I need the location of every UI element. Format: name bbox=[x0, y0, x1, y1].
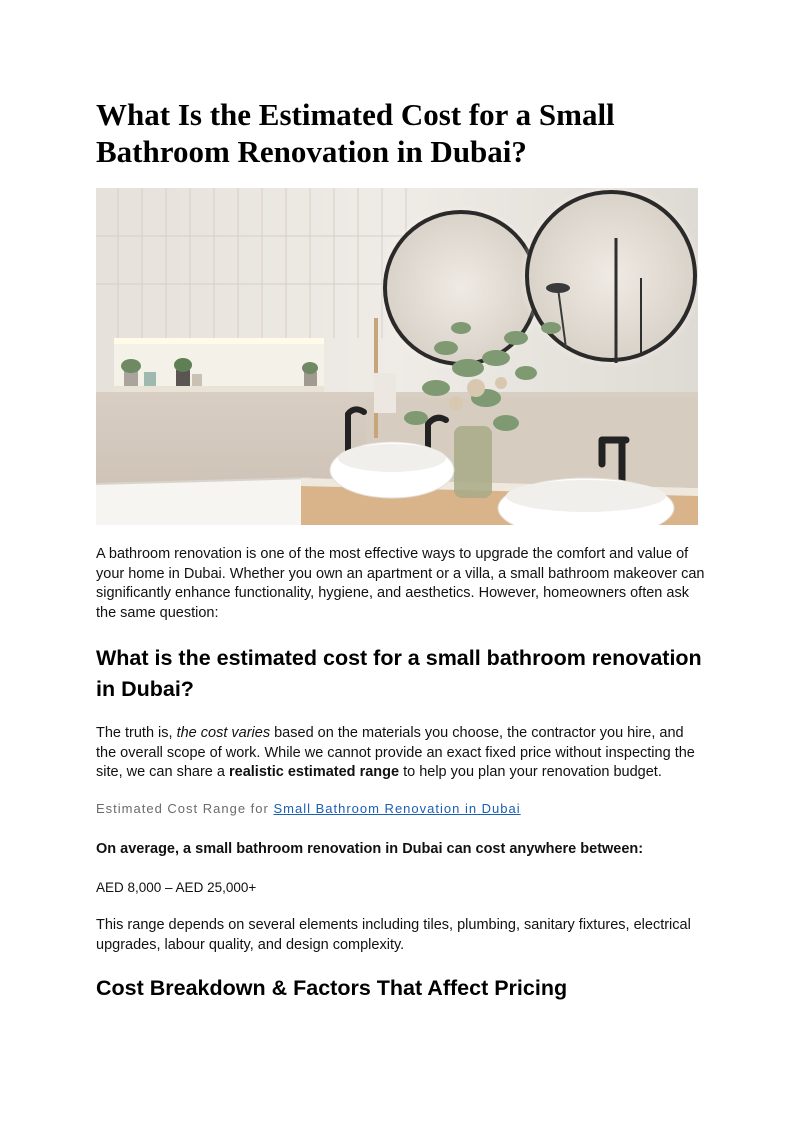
article-title: What Is the Estimated Cost for a Small Bathroom Renovation in Dubai? bbox=[96, 97, 615, 169]
cost-range-subheading bbox=[96, 801, 521, 816]
breakdown-heading: Cost Breakdown & Factors That Affect Pricing bbox=[96, 976, 568, 1000]
price-range: AED 8,000 – AED 25,000+ bbox=[96, 880, 257, 895]
question-heading: What is the estimated cost for a small bathroom renovation in Dubai? bbox=[96, 646, 702, 701]
renovation-link[interactable]: Small Bathroom Renovation in Dubai bbox=[273, 801, 521, 816]
truth-italic: the cost varies bbox=[176, 725, 271, 741]
intro-paragraph: A bathroom renovation is one of the most effective ways to upgrade the comfort and value of your home in Dubai. Whether you own an apartment or a villa, a small bathroom makeover can significantly enhance functionality, hygiene, and aesthetics. However, homeowners often ask the same question: bbox=[96, 546, 705, 621]
range-note: This range depends on several elements including tiles, plumbing, sanitary fixtures, electrical upgrades, labour quality, and design complexity. bbox=[96, 917, 691, 953]
truth-paragraph bbox=[96, 724, 706, 783]
truth-text-2: based on the materials you choose, the contractor you hire, and the overall scope of work. While we cannot provide an exact fixed price without inspecting the site, we can share a bbox=[96, 725, 695, 780]
cost-range-prefix: Estimated Cost Range for bbox=[96, 801, 274, 816]
bathroom-photo bbox=[96, 188, 698, 525]
truth-bold: realistic estimated range bbox=[229, 764, 400, 780]
average-statement: On average, a small bathroom renovation in Dubai can cost anywhere between: bbox=[96, 841, 644, 857]
truth-text-3: to help you plan your renovation budget. bbox=[399, 764, 662, 780]
truth-text-1: The truth is, bbox=[96, 725, 177, 741]
